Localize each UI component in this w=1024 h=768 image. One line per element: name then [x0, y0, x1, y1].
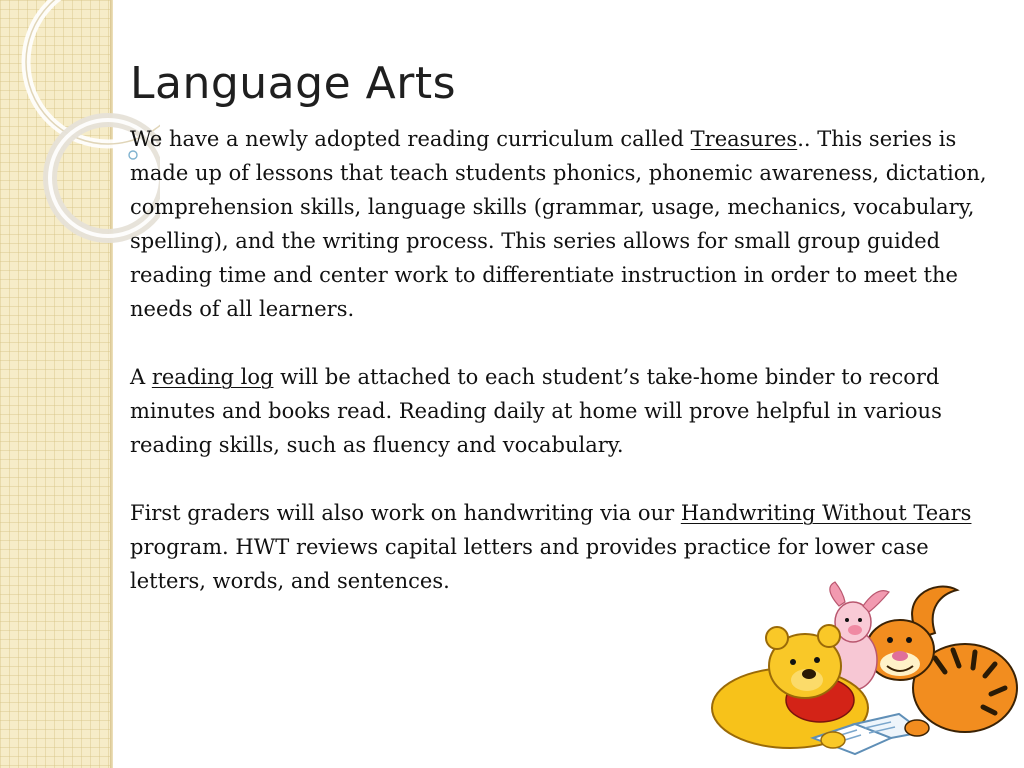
tigger-nose — [892, 651, 908, 661]
pooh-ear-left — [766, 627, 788, 649]
piglet-ear-right — [863, 591, 889, 612]
handwriting-without-tears-link[interactable]: Handwriting Without Tears — [680, 501, 972, 525]
curriculum-text-start: We have a newly adopted reading curriculum called — [130, 127, 691, 151]
piglet-eye-right — [858, 618, 862, 622]
piglet-eye-left — [845, 618, 849, 622]
pooh-friends-illustration — [695, 578, 1020, 766]
pooh-paw — [821, 732, 845, 748]
treasures-link[interactable]: Treasures — [690, 127, 798, 151]
piglet-ear-left — [830, 582, 845, 606]
handwriting-text-start: First graders will also work on handwriting via our — [130, 501, 681, 525]
tigger-paw — [905, 720, 929, 736]
pooh-ear-right — [818, 625, 840, 647]
paragraph-curriculum — [130, 122, 995, 326]
tigger-eye-left — [887, 637, 893, 643]
pooh-eye-right — [814, 657, 820, 663]
slide-body — [130, 122, 995, 598]
reading-log-text-end: will be attached to each student’s take-home binder to record minutes and books read. Reading daily at home will prove helpful in various reading skills, such as fluency and vocabulary. — [130, 365, 942, 457]
paragraph-reading-log — [130, 360, 995, 462]
slide-title: Language Arts — [130, 58, 456, 109]
pooh-eye-left — [790, 659, 796, 665]
pooh-nose — [802, 669, 816, 679]
handwriting-text-end: program. HWT reviews capital letters and provides practice for lower case letters, words, and sentences. — [130, 535, 929, 593]
tigger-eye-right — [906, 637, 912, 643]
piglet-snout — [848, 625, 862, 635]
reading-log-text-start: A — [130, 365, 152, 389]
curriculum-text-end: .. This series is made up of lessons that teach students phonics, phonemic awareness, dictation, comprehension skills, language skills (grammar, usage, mechanics, vocabulary, spelling), and the writing process. This series allows for small group guided reading time and center work to differentiate instruction in order to meet the needs of all learners. — [130, 127, 987, 321]
reading-log-link[interactable]: reading log — [151, 365, 274, 389]
